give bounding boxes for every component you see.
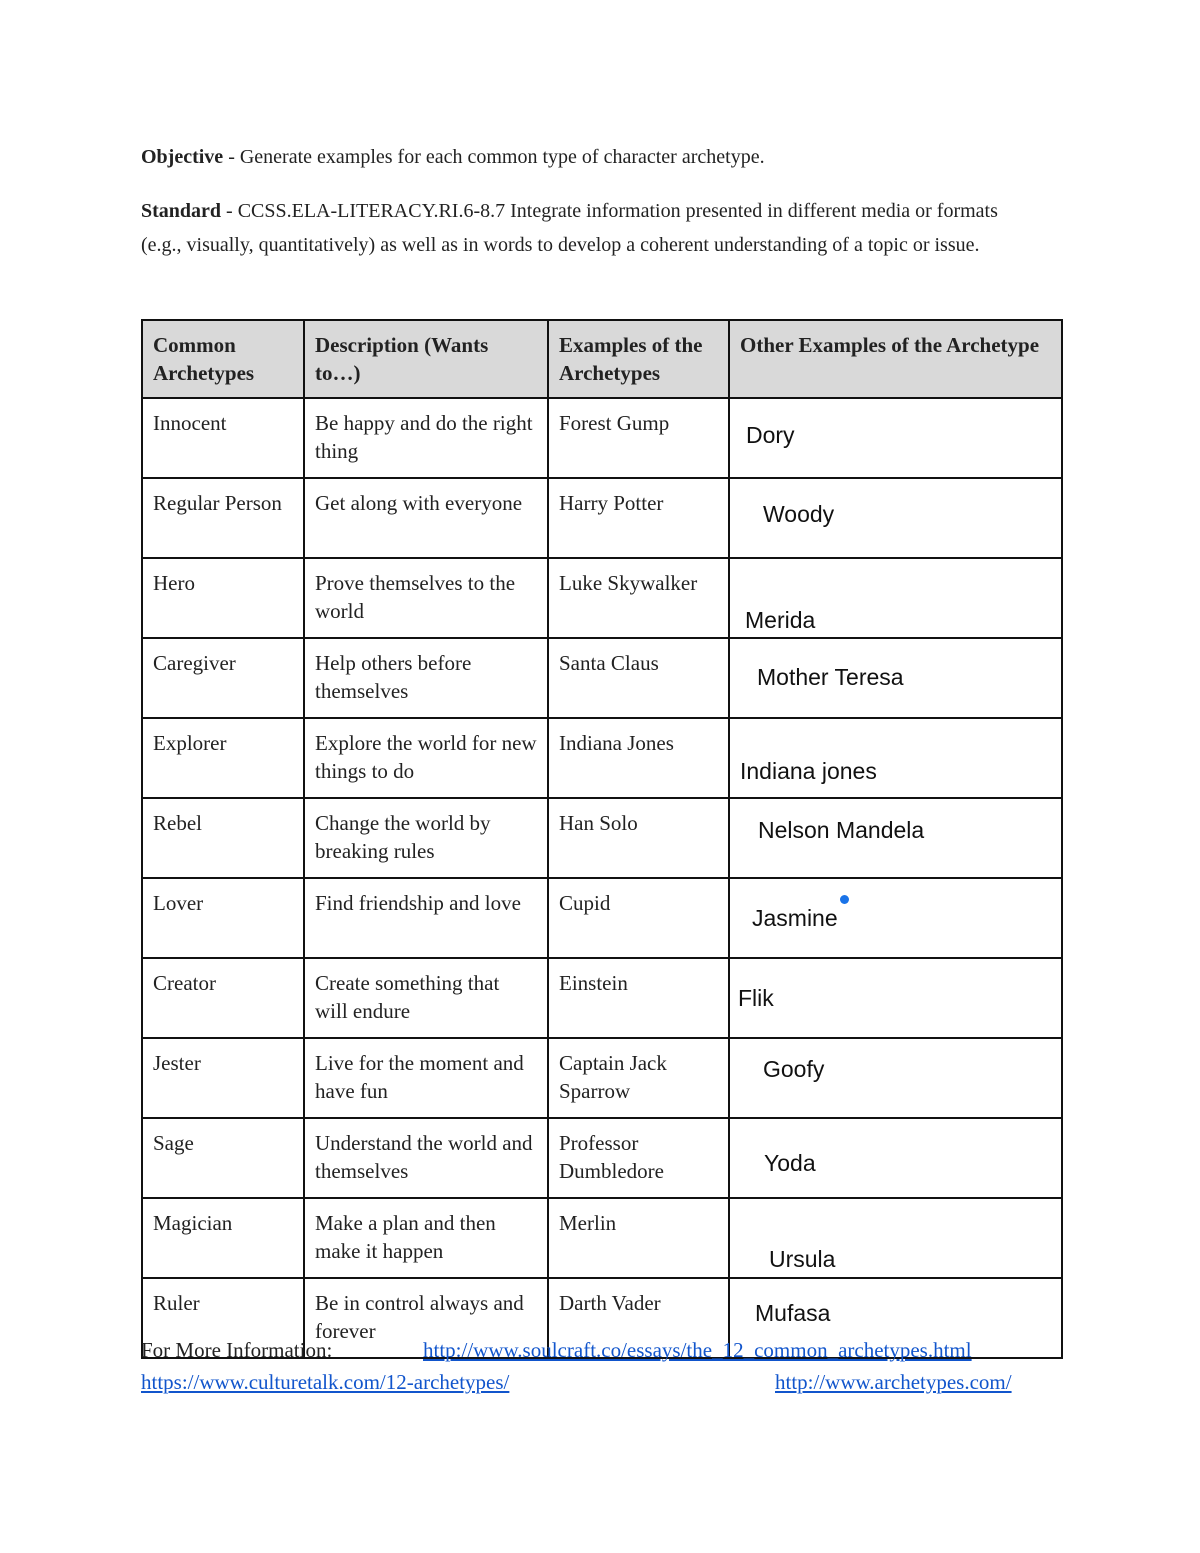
example-cell: Santa Claus: [548, 638, 729, 718]
other-example-cell[interactable]: [729, 878, 1062, 958]
archetype-cell: Explorer: [142, 718, 304, 798]
table-row: [142, 558, 1062, 638]
archetype-cell: Sage: [142, 1118, 304, 1198]
other-example-text: Woody: [763, 501, 835, 527]
objective-label: Objective: [141, 146, 224, 168]
other-example-text: Yoda: [764, 1150, 816, 1176]
other-example-text: Mother Teresa: [757, 664, 904, 690]
header-other-examples: Other Examples of the Archetype: [729, 320, 1062, 398]
archetype-cell: Caregiver: [142, 638, 304, 718]
table-row: [142, 718, 1062, 798]
example-cell: Darth Vader: [548, 1278, 729, 1358]
example-cell: Cupid: [548, 878, 729, 958]
archetype-cell: Ruler: [142, 1278, 304, 1358]
other-example-cell[interactable]: [729, 638, 1062, 718]
description-cell: Make a plan and then make it happen: [304, 1198, 548, 1278]
archetype-cell: Hero: [142, 558, 304, 638]
archetype-cell: Regular Person: [142, 478, 304, 558]
objective-text: - Generate examples for each common type of character archetype.: [223, 146, 765, 168]
other-example-text: Goofy: [763, 1056, 825, 1082]
other-example-cell[interactable]: [729, 958, 1062, 1038]
other-example-text: Ursula: [769, 1246, 836, 1272]
description-cell: Change the world by breaking rules: [304, 798, 548, 878]
table-row: [142, 878, 1062, 958]
other-example-text: Flik: [738, 985, 774, 1011]
description-cell: Be happy and do the right thing: [304, 398, 548, 478]
table-row: [142, 1118, 1062, 1198]
other-example-text: Mufasa: [755, 1300, 831, 1326]
header-common-archetypes: Common Archetypes: [142, 320, 304, 398]
other-example-cell[interactable]: [729, 1198, 1062, 1278]
archetype-cell: Rebel: [142, 798, 304, 878]
example-cell: Forest Gump: [548, 398, 729, 478]
cursor-dot-icon: [840, 895, 849, 904]
example-cell: Luke Skywalker: [548, 558, 729, 638]
example-cell: Einstein: [548, 958, 729, 1038]
archetypes-link[interactable]: http://www.archetypes.com/: [775, 1370, 1012, 1394]
table-row: [142, 398, 1062, 478]
description-cell: Help others before themselves: [304, 638, 548, 718]
example-cell: Harry Potter: [548, 478, 729, 558]
table-row: [142, 798, 1062, 878]
standard-label: Standard: [141, 200, 222, 222]
other-example-cell[interactable]: [729, 478, 1062, 558]
other-example-cell[interactable]: [729, 558, 1062, 638]
example-cell: Merlin: [548, 1198, 729, 1278]
description-cell: Find friendship and love: [304, 878, 548, 958]
culturetalk-link[interactable]: https://www.culturetalk.com/12-archetypes/: [141, 1370, 510, 1394]
header-description: Description (Wants to…): [304, 320, 548, 398]
other-example-cell[interactable]: [729, 1038, 1062, 1118]
example-cell: Captain Jack Sparrow: [548, 1038, 729, 1118]
archetype-table: [141, 319, 1063, 1359]
more-information-label: For More Information:: [141, 1338, 333, 1362]
description-cell: Be in control always and forever: [304, 1278, 548, 1358]
description-cell: Prove themselves to the world: [304, 558, 548, 638]
archetype-cell: Lover: [142, 878, 304, 958]
table-row: [142, 478, 1062, 558]
other-example-cell[interactable]: [729, 718, 1062, 798]
standard-text: - CCSS.ELA-LITERACY.RI.6-8.7 Integrate information presented in different media or formats (e.g., visually, quantitatively) as well as in words to develop a coherent understanding of a topic or issue.: [141, 200, 998, 256]
objective-paragraph: [141, 140, 1041, 174]
archetype-cell: Magician: [142, 1198, 304, 1278]
archetype-cell: Innocent: [142, 398, 304, 478]
other-example-cell[interactable]: [729, 798, 1062, 878]
table-row: [142, 638, 1062, 718]
description-cell: Explore the world for new things to do: [304, 718, 548, 798]
table-row: [142, 1198, 1062, 1278]
archetype-cell: Jester: [142, 1038, 304, 1118]
description-cell: Create something that will endure: [304, 958, 548, 1038]
example-cell: Indiana Jones: [548, 718, 729, 798]
header-examples: Examples of the Archetypes: [548, 320, 729, 398]
description-cell: Get along with everyone: [304, 478, 548, 558]
other-example-cell[interactable]: [729, 398, 1062, 478]
table-row: [142, 1038, 1062, 1118]
more-information-section: [141, 1334, 1061, 1398]
example-cell: Han Solo: [548, 798, 729, 878]
description-cell: Live for the moment and have fun: [304, 1038, 548, 1118]
archetype-cell: Creator: [142, 958, 304, 1038]
standard-paragraph: [141, 194, 1041, 262]
example-cell: Professor Dumbledore: [548, 1118, 729, 1198]
table-row: [142, 958, 1062, 1038]
other-example-text: Dory: [746, 422, 795, 448]
other-example-text: Indiana jones: [740, 758, 877, 784]
other-example-cell[interactable]: [729, 1118, 1062, 1198]
other-example-text: Nelson Mandela: [758, 817, 925, 843]
table-header-row: [142, 320, 1062, 398]
other-example-text: Jasmine: [752, 905, 838, 931]
description-cell: Understand the world and themselves: [304, 1118, 548, 1198]
other-example-text: Merida: [745, 607, 816, 633]
soulcraft-link[interactable]: http://www.soulcraft.co/essays/the_12_common_archetypes.html: [423, 1338, 972, 1362]
